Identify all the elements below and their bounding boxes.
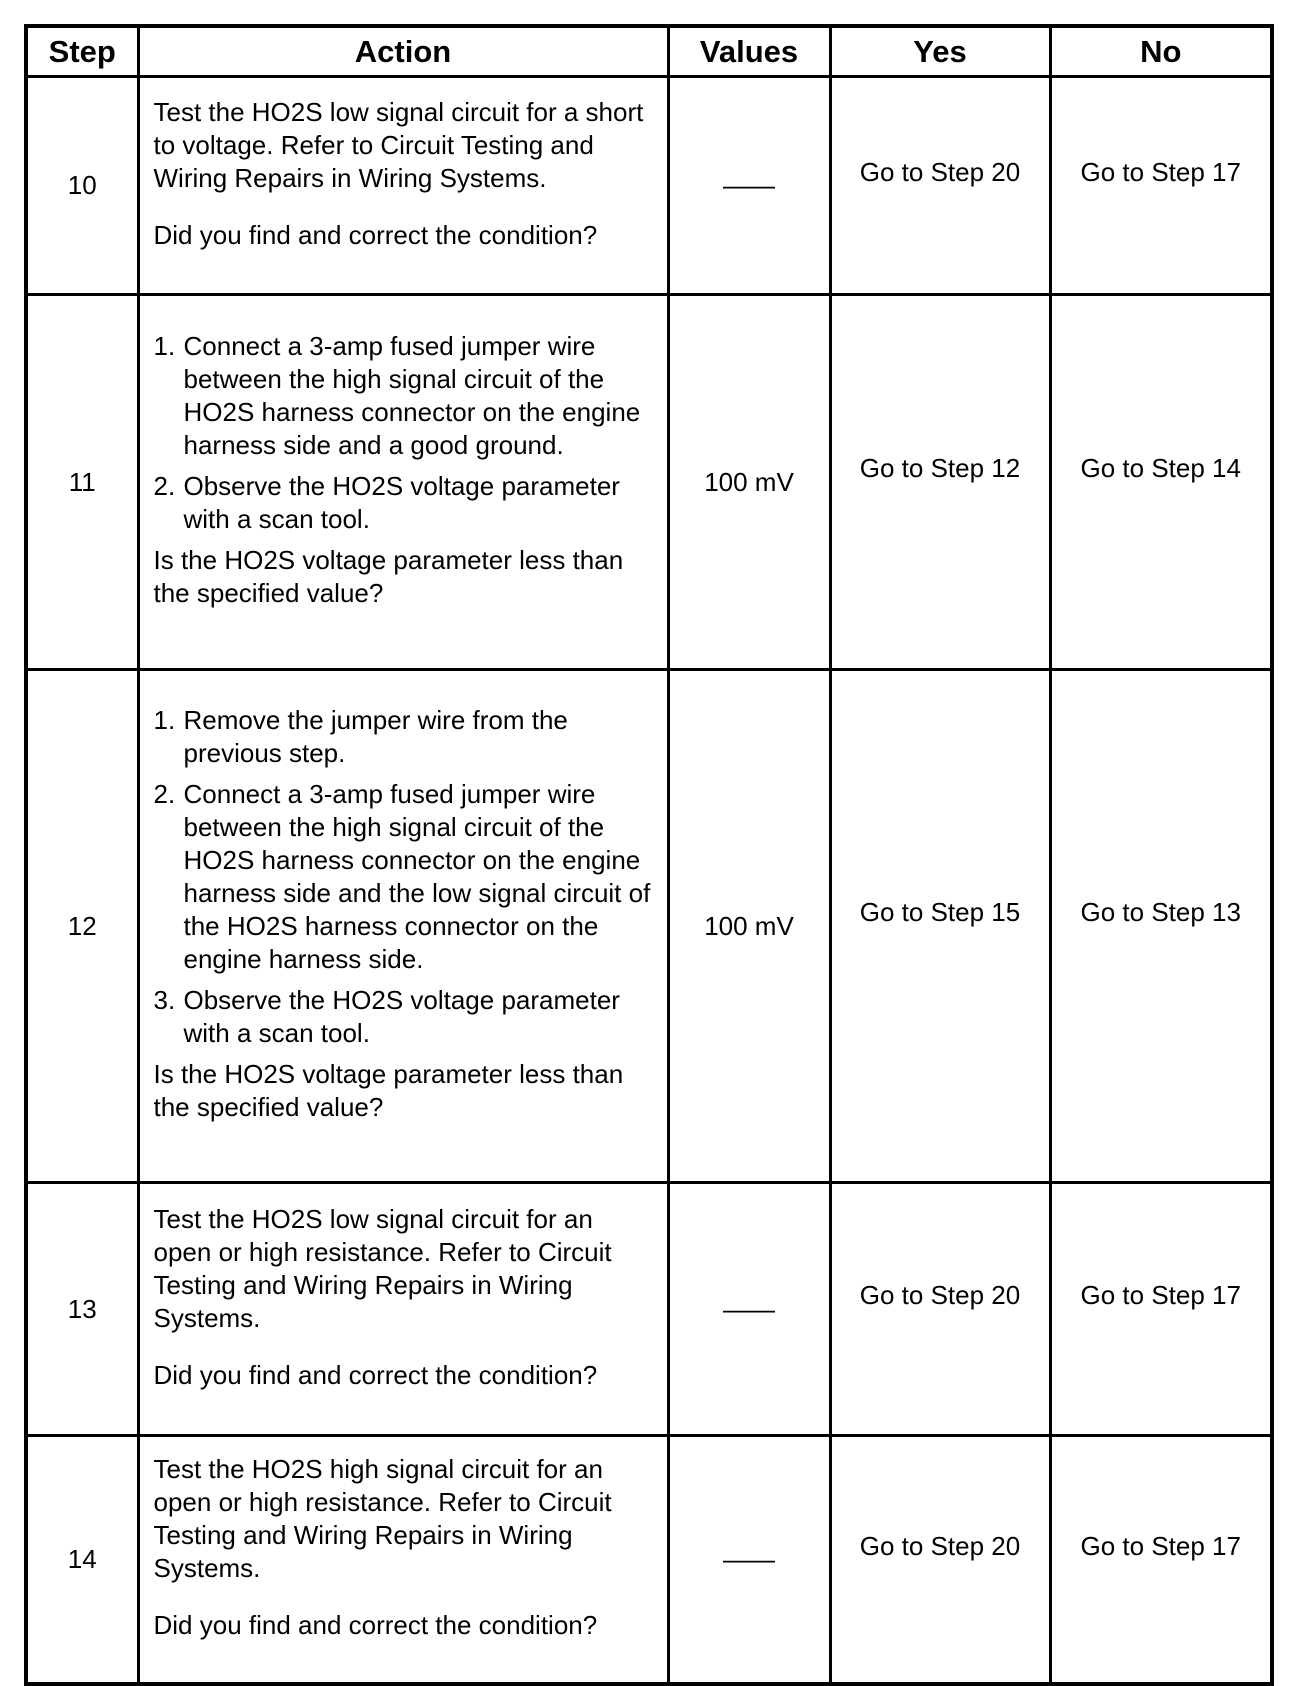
step-number: 12 bbox=[26, 670, 138, 1183]
no-cell: Go to Step 17 bbox=[1050, 77, 1272, 295]
action-question: Is the HO2S voltage parameter less than the specified value? bbox=[153, 1059, 624, 1122]
value-cell: —— bbox=[668, 1183, 830, 1436]
action-question: Is the HO2S voltage parameter less than the specified value? bbox=[153, 545, 624, 608]
procedure-list bbox=[154, 704, 655, 1050]
list-item-text: Observe the HO2S voltage parameter with a scan tool. bbox=[183, 471, 620, 534]
value-cell: —— bbox=[668, 77, 830, 295]
header-step: Step bbox=[26, 26, 138, 77]
diagnostic-table bbox=[24, 24, 1274, 1686]
action-cell bbox=[138, 670, 668, 1183]
table-row bbox=[26, 295, 1272, 670]
value-cell: —— bbox=[668, 1436, 830, 1685]
yes-cell: Go to Step 20 bbox=[830, 1183, 1050, 1436]
action-cell bbox=[138, 77, 668, 295]
table-row bbox=[26, 77, 1272, 295]
list-item-number: 3. bbox=[153, 985, 176, 1015]
header-action: Action bbox=[138, 26, 668, 77]
header-yes: Yes bbox=[830, 26, 1050, 77]
value-cell: 100 mV bbox=[668, 295, 830, 670]
list-item-text: Observe the HO2S voltage parameter with a scan tool. bbox=[183, 985, 620, 1048]
table-row bbox=[26, 670, 1272, 1183]
action-cell bbox=[138, 1436, 668, 1685]
action-cell bbox=[138, 1183, 668, 1436]
header-row bbox=[26, 26, 1272, 77]
action-text: Test the HO2S low signal circuit for a short to voltage. Refer to Circuit Testing and Wiring Repairs in Wiring Systems. bbox=[153, 96, 644, 193]
no-cell: Go to Step 17 bbox=[1050, 1436, 1272, 1685]
list-item-text: Connect a 3-amp fused jumper wire between the high signal circuit of the HO2S harness connector on the engine harness side and a good ground. bbox=[183, 331, 641, 460]
yes-cell: Go to Step 12 bbox=[830, 295, 1050, 670]
list-item bbox=[153, 330, 655, 462]
list-item-number: 2. bbox=[153, 471, 176, 501]
step-number: 13 bbox=[26, 1183, 138, 1436]
procedure-list bbox=[154, 330, 655, 536]
list-item-text: Connect a 3-amp fused jumper wire between the high signal circuit of the HO2S harness connector on the engine harness side and the low signal circuit of the HO2S harness connector on the engine harness side. bbox=[183, 779, 651, 974]
list-item-text: Remove the jumper wire from the previous step. bbox=[183, 705, 568, 768]
action-question: Did you find and correct the condition? bbox=[153, 1610, 598, 1640]
yes-cell: Go to Step 20 bbox=[830, 77, 1050, 295]
list-item bbox=[153, 778, 655, 976]
step-number: 14 bbox=[26, 1436, 138, 1685]
header-no: No bbox=[1050, 26, 1272, 77]
list-item-number: 1. bbox=[153, 705, 176, 735]
action-text: Test the HO2S low signal circuit for an open or high resistance. Refer to Circuit Testing and Wiring Repairs in Wiring Systems. bbox=[153, 1203, 612, 1333]
no-cell: Go to Step 13 bbox=[1050, 670, 1272, 1183]
action-question: Did you find and correct the condition? bbox=[153, 1359, 598, 1390]
yes-cell: Go to Step 20 bbox=[830, 1436, 1050, 1685]
value-cell: 100 mV bbox=[668, 670, 830, 1183]
header-values: Values bbox=[668, 26, 830, 77]
no-cell: Go to Step 14 bbox=[1050, 295, 1272, 670]
list-item-number: 1. bbox=[153, 331, 176, 361]
list-item bbox=[153, 984, 655, 1050]
list-item bbox=[153, 704, 655, 770]
step-number: 10 bbox=[26, 77, 138, 295]
table-row bbox=[26, 1183, 1272, 1436]
action-cell bbox=[138, 295, 668, 670]
table-row bbox=[26, 1436, 1272, 1685]
no-cell: Go to Step 17 bbox=[1050, 1183, 1272, 1436]
list-item bbox=[153, 470, 655, 536]
yes-cell: Go to Step 15 bbox=[830, 670, 1050, 1183]
action-question: Did you find and correct the condition? bbox=[153, 219, 598, 250]
list-item-number: 2. bbox=[153, 779, 176, 809]
step-number: 11 bbox=[26, 295, 138, 670]
action-text: Test the HO2S high signal circuit for an open or high resistance. Refer to Circuit Testing and Wiring Repairs in Wiring Systems. bbox=[153, 1454, 612, 1583]
